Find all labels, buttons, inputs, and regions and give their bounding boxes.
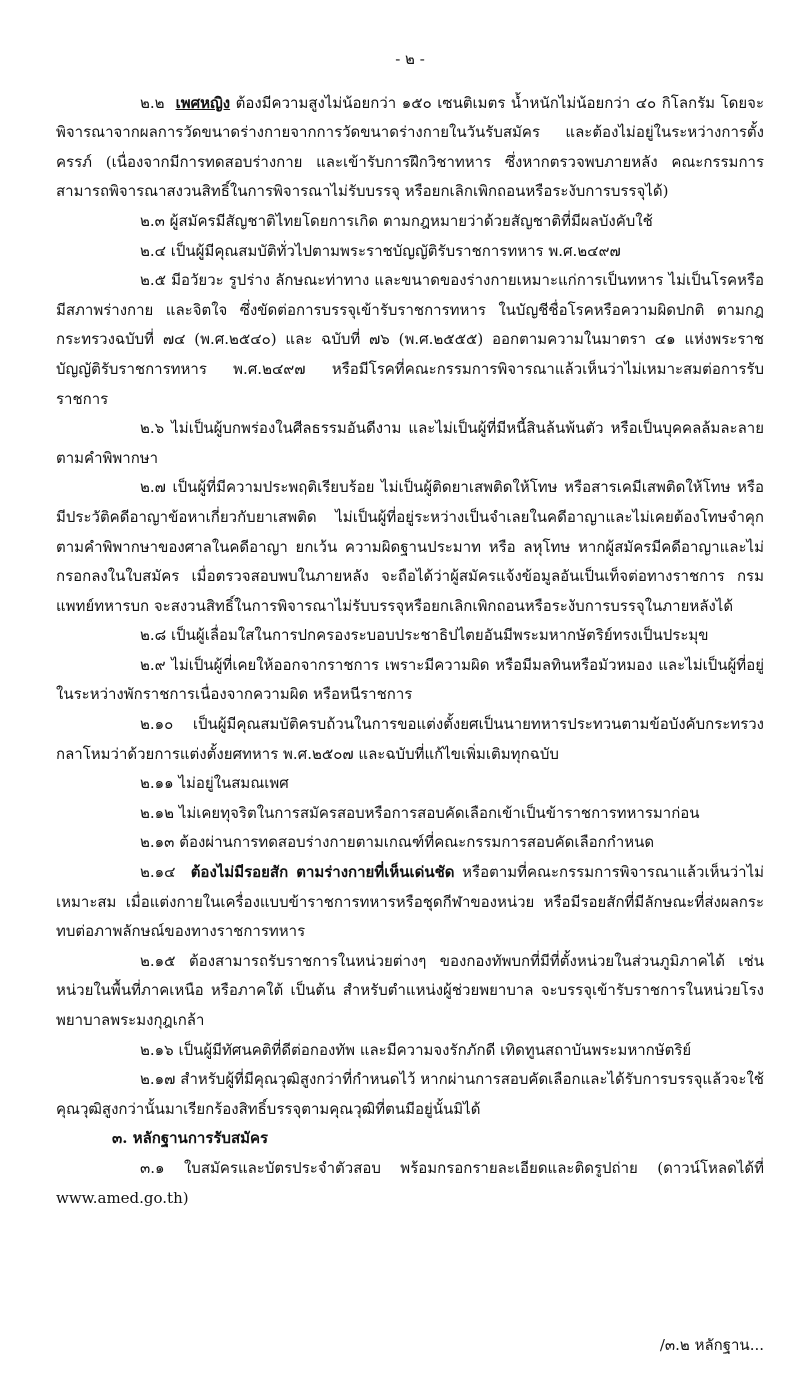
item-2-14-text: หรือตามที่คณะกรรมการพิจารณาแล้วเห็นว่าไม่เหมาะสม เมื่อแต่งกายในเครื่องแบบข้าราชการทหารหรือชุดกีฬาของหน่วย หรือมีรอยสักที่มีลักษณะที่ส่งผลกระทบต่อภาพลักษณ์ของทางราชการทหาร: [56, 863, 765, 941]
item-2-2-text: ต้องมีความสูงไม่น้อยกว่า ๑๕๐ เซนติเมตร น้ำหนักไม่น้อยกว่า ๔๐ กิโลกรัม โดยจะพิจารณาจากผลการวัดขนาดร่างกายจากการวัดขนาดร่างกายในวันรับสมัคร และต้องไม่อยู่ในระหว่างการตั้งครรภ์ (เนื่องจากมีการทดสอบร่างกาย และเข้ารับการฝึกวิชาทหาร ซึ่งหากตรวจพบภายหลัง คณะกรรมการสามารถพิจารณาสงวนสิทธิ์ในการพิจารณาไม่รับบรรจุ หรือยกเลิกเพิกถอนหรือระงับการบรรจุได้): [56, 93, 764, 201]
item-2-17: ๒.๑๗ สำหรับผู้ที่มีคุณวุฒิสูงกว่าที่กำหนดไว้ หากผ่านการสอบคัดเลือกและได้รับการบรรจุแล้วจะใช้คุณวุฒิสูงกว่านั้นมาเรียกร้องสิทธิ์บรรจุตามคุณวุฒิที่ตนมีอยู่นั้นมิได้: [56, 1070, 764, 1118]
item-2-8: ๒.๘ เป็นผู้เลื่อมใสในการปกครองระบอบประชาธิปไตยอันมีพระมหากษัตริย์ทรงเป็นประมุข: [140, 626, 709, 645]
item-2-14-bold: ต้องไม่มีรอยสัก ตามร่างกายที่เห็นเด่นชัด: [190, 863, 455, 882]
item-2-15: ๒.๑๕ ต้องสามารถรับราชการในหน่วยต่างๆ ของกองทัพบกที่มีที่ตั้งหน่วยในส่วนภูมิภาคได้ เช่น หน่วยในพื้นที่ภาคเหนือ หรือภาคใต้ เป็นต้น สำหรับตำแหน่งผู้ช่วยพยาบาล จะบรรจุเข้ารับราชการในหน่วยโรงพยาบาลพระมงกุฎเกล้า: [56, 951, 764, 1029]
continuation-note: /๓.๒ หลักฐาน...: [659, 1336, 764, 1354]
item-2-10: ๒.๑๐ เป็นผู้มีคุณสมบัติครบถ้วนในการขอแต่งตั้งยศเป็นนายทหารประทวนตามข้อบังคับกระทรวงกลาโหมว่าด้วยการแต่งตั้งยศทหาร พ.ศ.๒๕๐๗ และฉบับที่แก้ไขเพิ่มเติมทุกฉบับ: [56, 715, 764, 763]
item-2-14-number: ๒.๑๔: [140, 863, 176, 882]
item-2-14: [56, 858, 764, 947]
item-2-11: ๒.๑๑ ไม่อยู่ในสมณเพศ: [140, 774, 289, 793]
item-2-9: ๒.๙ ไม่เป็นผู้ที่เคยให้ออกจากราชการ เพราะมีความผิด หรือมีมลทินหรือมัวหมอง และไม่เป็นผู้ที่อยู่ในระหว่างพักราชการเนื่องจากความผิด หรือหนีราชการ: [56, 655, 764, 704]
item-2-6: ๒.๖ ไม่เป็นผู้บกพร่องในศีลธรรมอันดีงาม และไม่เป็นผู้ที่มีหนี้สินล้นพ้นตัว หรือเป็นบุคคลล้มละลายตามคำพิพากษา: [56, 419, 764, 467]
section-3-heading: ๓. หลักฐานการรับสมัคร: [112, 1129, 269, 1148]
item-2-2-highlight: เพศหญิง: [175, 93, 231, 112]
item-2-2-number: ๒.๒: [140, 93, 165, 112]
item-2-16: ๒.๑๖ เป็นผู้มีทัศนคติที่ดีต่อกองทัพ และมีความจงรักภักดี เทิดทูนสถาบันพระมหากษัตริย์: [140, 1040, 692, 1059]
item-2-3: ๒.๓ ผู้สมัครมีสัญชาติไทยโดยการเกิด ตามกฎหมายว่าด้วยสัญชาติที่มีผลบังคับใช้: [140, 211, 653, 230]
item-2-13: ๒.๑๓ ต้องผ่านการทดสอบร่างกายตามเกณฑ์ที่คณะกรรมการสอบคัดเลือกกำหนด: [140, 833, 655, 852]
item-2-5: ๒.๕ มีอวัยวะ รูปร่าง ลักษณะท่าทาง และขนาดของร่างกายเหมาะแก่การเป็นทหาร ไม่เป็นโรคหรือมีสภาพร่างกาย และจิตใจ ซึ่งขัดต่อการบรรจุเข้ารับราชการทหาร ในบัญชีชื่อโรคหรือความผิดปกติ ตามกฎกระทรวงฉบับที่ ๗๔ (พ.ศ.๒๕๔๐) และ ฉบับที่ ๗๖ (พ.ศ.๒๕๕๕) ออกตามความในมาตรา ๔๑ แห่งพระราชบัญญัติรับราชการทหาร พ.ศ.๒๔๙๗ หรือมีโรคที่คณะกรรมการพิจารณาแล้วเห็นว่าไม่เหมาะสมต่อการรับราชการ: [56, 271, 764, 408]
item-2-2: [56, 89, 764, 207]
item-2-12: ๒.๑๒ ไม่เคยทุจริตในการสมัครสอบหรือการสอบคัดเลือกเข้าเป็นข้าราชการทหารมาก่อน: [140, 803, 700, 822]
item-3-1: ๓.๑ ใบสมัครและบัตรประจำตัวสอบ พร้อมกรอกรายละเอียดและติดรูปถ่าย (ดาวน์โหลดได้ที่ www.amed.go.th): [56, 1158, 764, 1207]
page-number: - ๒ -: [395, 50, 425, 68]
item-2-4: ๒.๔ เป็นผู้มีคุณสมบัติทั่วไปตามพระราชบัญญัติรับราชการทหาร พ.ศ.๒๔๙๗: [140, 241, 621, 260]
item-2-7: ๒.๗ เป็นผู้ที่มีความประพฤติเรียบร้อย ไม่เป็นผู้ติดยาเสพติดให้โทษ หรือสารเคมีเสพติดให้โทษ หรือมีประวัติคดีอาญาข้อหาเกี่ยวกับยาเสพติด ไม่เป็นผู้ที่อยู่ระหว่างเป็นจำเลยในคดีอาญาและไม่เคยต้องโทษจำคุกตามคำพิพากษาของศาลในคดีอาญา ยกเว้น ความผิดฐานประมาท หรือ ลหุโทษ หากผู้สมัครมีคดีอาญาและไม่กรอกลงในใบสมัคร เมื่อตรวจสอบพบในภายหลัง จะถือได้ว่าผู้สมัครแจ้งข้อมูลอันเป็นเท็จต่อทางราชการ กรมแพทย์ทหารบก จะสงวนสิทธิ์ในการพิจารณาไม่รับบรรจุหรือยกเลิกเพิกถอนหรือระงับการบรรจุในภายหลังได้: [56, 478, 764, 615]
